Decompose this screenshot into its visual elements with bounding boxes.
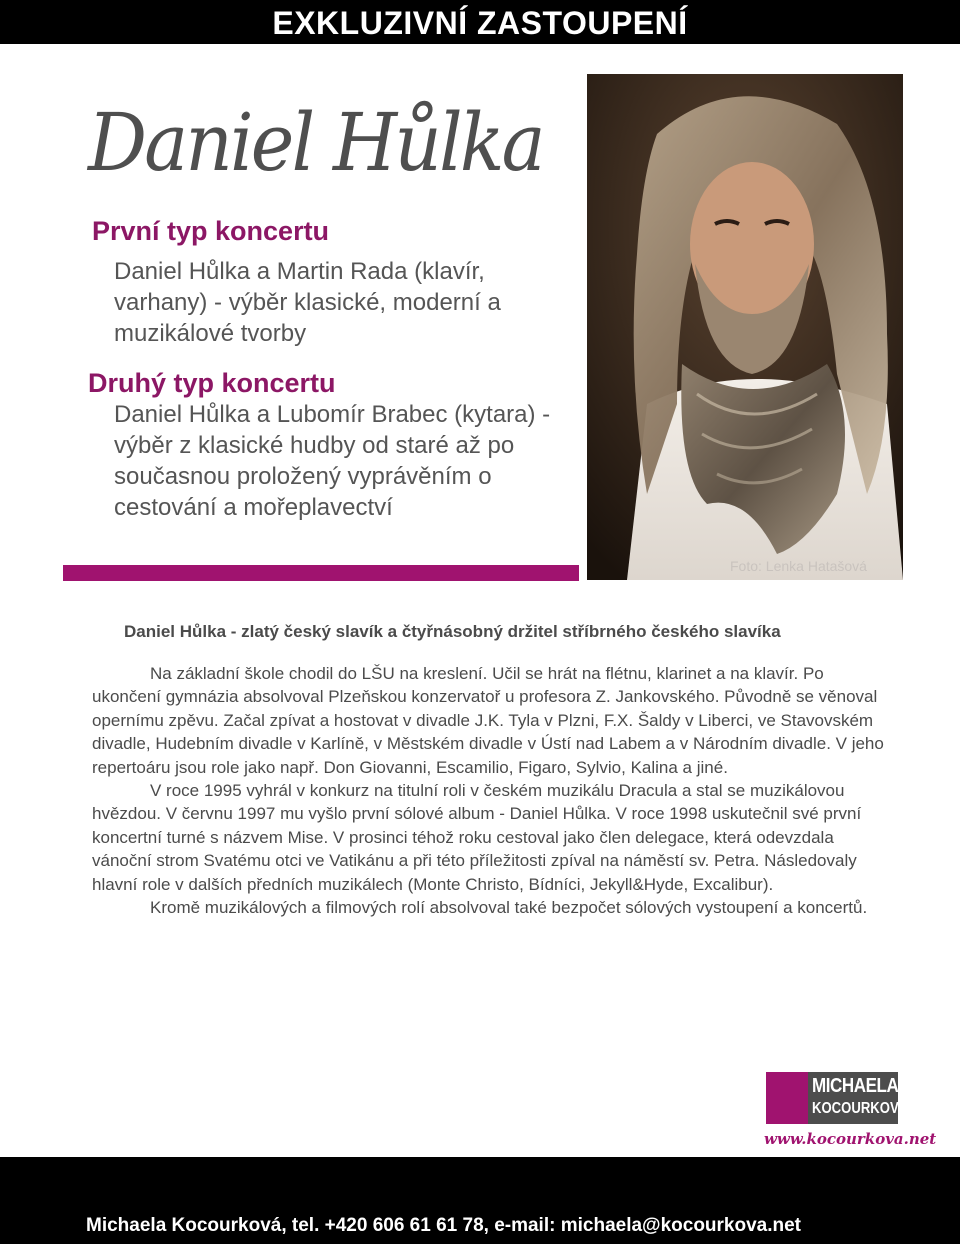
- accent-divider: [63, 565, 579, 581]
- header-banner: [0, 0, 960, 44]
- bio-paragraph: V roce 1995 vyhrál v konkurz na titulní roli v českém muzikálu Dracula a stal se muzikálovou hvězdou. V červnu 1997 mu vyšlo první sólové album - Daniel Hůlka. V roce 1998 uskutečnil své první koncertní turné s názvem Mise. V prosinci téhož roku cestoval jako člen delegace, která odevzdala vánoční strom Svatému otci ve Vatikánu a při této příležitosti zpíval na náměstí sv. Petra. Následovaly hlavní role v dalších předních muzikálech (Monte Christo, Bídníci, Jekyll&Hyde, Excalibur).: [92, 781, 862, 894]
- biography: [92, 662, 892, 919]
- footer-contact: Michaela Kocourková, tel. +420 606 61 61 78, e-mail: michaela@kocourkova.net: [86, 1215, 802, 1236]
- artist-name: Daniel Hůlka: [88, 96, 543, 189]
- portrait-illustration: [587, 74, 903, 580]
- bio-paragraph: Na základní škole chodil do LŠU na kreslení. Učil se hrát na flétnu, klarinet a na klavír. Po ukončení gymnázia absolvoval Plzeňskou konzervatoř u profesora Z. Jankovského. Původně se věnoval opernímu zpěvu. Začal zpívat a hostovat v divadle J.K. Tyla v Plzni, F.X. Šaldy v Liberci, ve Stavovském divadle, Hudebním divadle v Karlíně, v Městském divadle v Ústí nad Labem a v Národním divadle. V jeho repertoáru jsou role jako např. Don Giovanni, Escamilio, Figaro, Sylvio, Kalina a jiné.: [92, 664, 884, 777]
- concert-2-description: Daniel Hůlka a Lubomír Brabec (kytara) - výběr z klasické hudby od staré až po současnou proložený vyprávěním o cestování a mořeplavectví: [114, 401, 551, 521]
- concert-1-heading: První typ koncertu: [92, 216, 330, 246]
- bio-paragraph: Kromě muzikálových a filmových rolí absolvoval také bezpočet sólových vystoupení a koncertů.: [150, 898, 868, 918]
- photo-credit: Foto: Lenka Hatašová: [730, 558, 867, 574]
- artist-photo: [587, 74, 903, 580]
- tagline: Daniel Hůlka - zlatý český slavík a čtyřnásobný držitel stříbrného českého slavíka: [124, 622, 781, 641]
- agency-logo: [766, 1072, 908, 1124]
- concert-2-heading: Druhý typ koncertu: [88, 368, 336, 398]
- concert-1-description: Daniel Hůlka a Martin Rada (klavír, varhany) - výběr klasické, moderní a muzikálové tvorby: [114, 258, 501, 347]
- agency-website-link[interactable]: www.kocourkova.net: [764, 1130, 937, 1148]
- header-title: EXKLUZIVNÍ ZASTOUPENÍ: [272, 5, 688, 41]
- logo-background: [766, 1072, 908, 1124]
- logo-accent-block: [766, 1072, 808, 1124]
- logo-line-2: KOCOURKOVA: [812, 1100, 908, 1117]
- logo-line-1: MICHAELA: [812, 1075, 899, 1097]
